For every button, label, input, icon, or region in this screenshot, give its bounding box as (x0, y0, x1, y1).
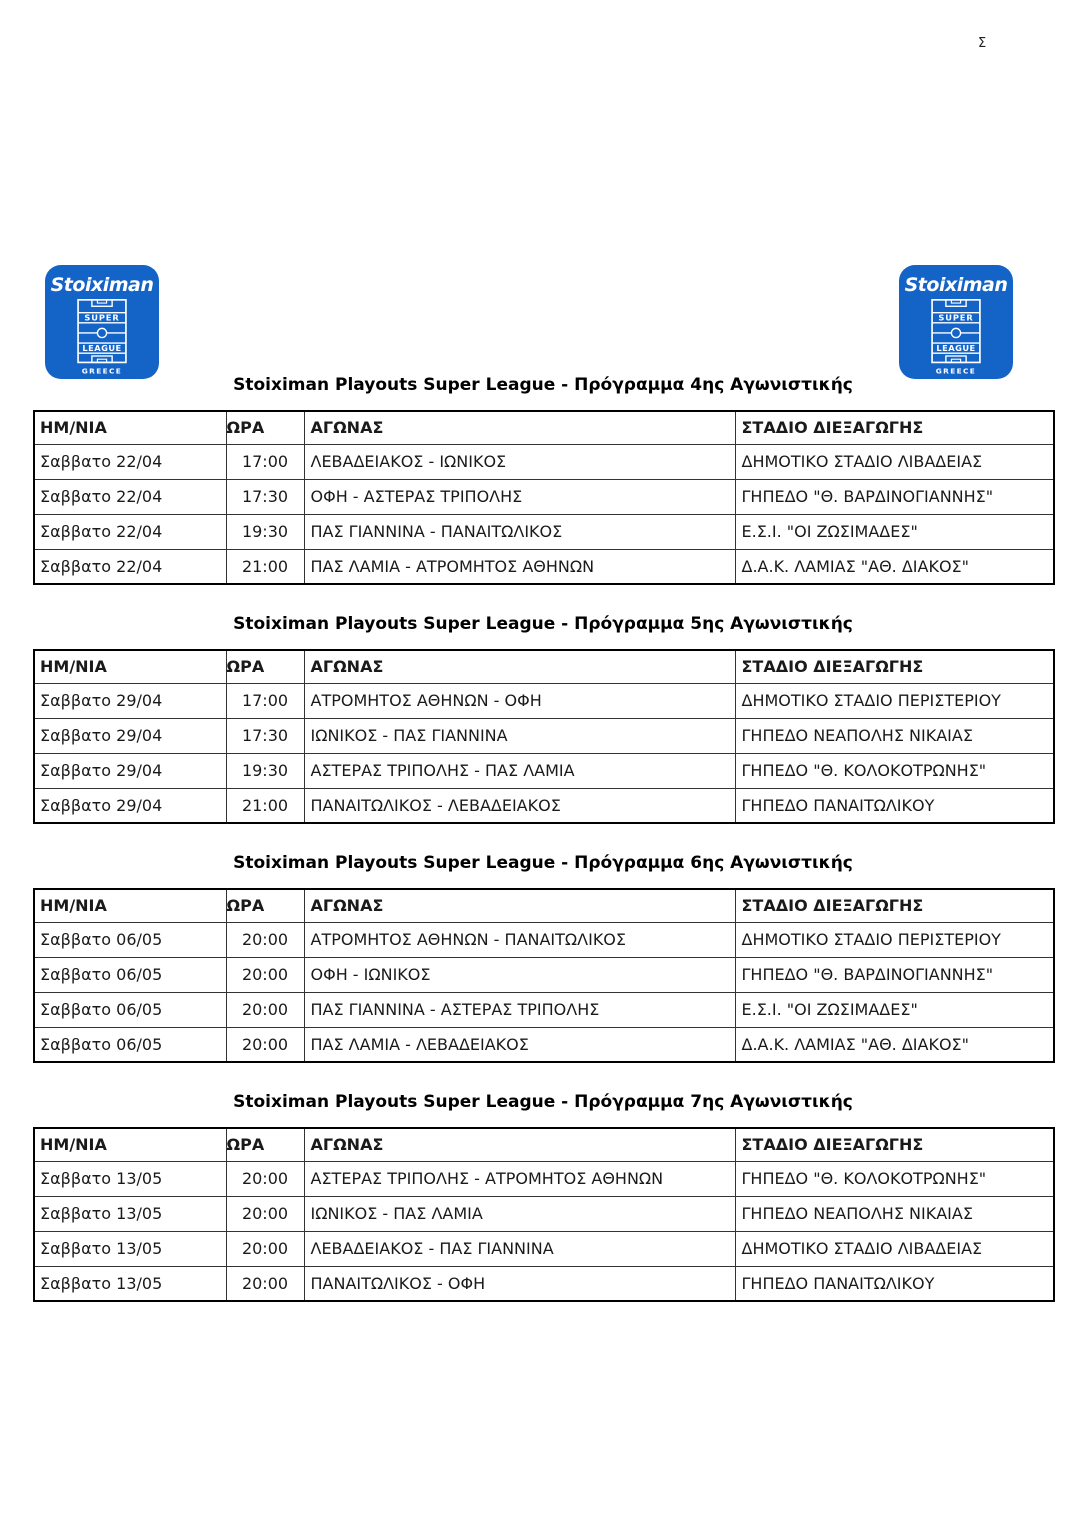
svg-text:SUPER: SUPER (84, 312, 120, 323)
stadium-cell: Ε.Σ.Ι. "ΟΙ ΖΩΣΙΜΑΔΕΣ" (735, 514, 1054, 549)
time-cell: 21:00 (226, 788, 304, 823)
time-cell: 17:30 (226, 718, 304, 753)
col-header-date: ΗΜ/ΝΙΑ (34, 650, 226, 683)
stadium-cell: ΔΗΜΟΤΙΚΟ ΣΤΑΔΙΟ ΛΙΒΑΔΕΙΑΣ (735, 444, 1054, 479)
date-cell: Σαββατο 13/05 (34, 1196, 226, 1231)
match-cell: ΠΑΣ ΓΙΑΝΝΙΝΑ - ΠΑΝΑΙΤΩΛΙΚΟΣ (304, 514, 735, 549)
time-cell: 17:00 (226, 444, 304, 479)
stoiximan-wordmark: Stoiximan (50, 274, 154, 296)
stoiximan-wordmark: Stoiximan (904, 274, 1008, 296)
stadium-cell: ΓΗΠΕΔΟ "Θ. ΒΑΡΔΙΝΟΓΙΑΝΝΗΣ" (735, 957, 1054, 992)
col-header-time: ΩΡΑ (226, 650, 304, 683)
col-header-match: ΑΓΩΝΑΣ (304, 411, 735, 444)
header-row (34, 889, 1054, 922)
date-cell: Σαββατο 13/05 (34, 1266, 226, 1301)
time-cell: 20:00 (226, 922, 304, 957)
stadium-cell: ΓΗΠΕΔΟ ΠΑΝΑΙΤΩΛΙΚΟΥ (735, 788, 1054, 823)
col-header-match: ΑΓΩΝΑΣ (304, 1128, 735, 1161)
super-league-crest-icon (71, 298, 133, 379)
svg-text:GREECE: GREECE (81, 366, 123, 376)
matchday-4-section (0, 375, 1086, 585)
col-header-stadium: ΣΤΑΔΙΟ ΔΙΕΞΑΓΩΓΗΣ (735, 650, 1054, 683)
stoiximan-logo-left (45, 265, 159, 379)
date-cell: Σαββατο 06/05 (34, 922, 226, 957)
match-cell: ΠΑΝΑΙΤΩΛΙΚΟΣ - ΛΕΒΑΔΕΙΑΚΟΣ (304, 788, 735, 823)
match-cell: ΙΩΝΙΚΟΣ - ΠΑΣ ΛΑΜΙΑ (304, 1196, 735, 1231)
match-row (34, 1266, 1054, 1301)
match-cell: ΟΦΗ - ΙΩΝΙΚΟΣ (304, 957, 735, 992)
match-cell: ΠΑΣ ΓΙΑΝΝΙΝΑ - ΑΣΤΕΡΑΣ ΤΡΙΠΟΛΗΣ (304, 992, 735, 1027)
schedule-table-matchday-6 (33, 888, 1055, 1063)
header-row (34, 650, 1054, 683)
match-cell: ΑΣΤΕΡΑΣ ΤΡΙΠΟΛΗΣ - ΠΑΣ ΛΑΜΙΑ (304, 753, 735, 788)
match-cell: ΠΑΝΑΙΤΩΛΙΚΟΣ - ΟΦΗ (304, 1266, 735, 1301)
section-title: Stoiximan Playouts Super League - Πρόγραμμα 5ης Αγωνιστικής (233, 614, 853, 634)
matchday-6-section (0, 853, 1086, 1063)
matchday-7-section (0, 1092, 1086, 1302)
date-cell: Σαββατο 06/05 (34, 1027, 226, 1062)
col-header-date: ΗΜ/ΝΙΑ (34, 411, 226, 444)
time-cell: 19:30 (226, 753, 304, 788)
svg-text:LEAGUE: LEAGUE (936, 342, 976, 353)
match-row (34, 479, 1054, 514)
matchday-5-section (0, 614, 1086, 824)
match-row (34, 992, 1054, 1027)
match-row (34, 1231, 1054, 1266)
match-cell: ΠΑΣ ΛΑΜΙΑ - ΛΕΒΑΔΕΙΑΚΟΣ (304, 1027, 735, 1062)
match-cell: ΑΤΡΟΜΗΤΟΣ ΑΘΗΝΩΝ - ΠΑΝΑΙΤΩΛΙΚΟΣ (304, 922, 735, 957)
col-header-stadium: ΣΤΑΔΙΟ ΔΙΕΞΑΓΩΓΗΣ (735, 411, 1054, 444)
stadium-cell: ΓΗΠΕΔΟ ΠΑΝΑΙΤΩΛΙΚΟΥ (735, 1266, 1054, 1301)
date-cell: Σαββατο 29/04 (34, 788, 226, 823)
time-cell: 20:00 (226, 1161, 304, 1196)
match-cell: ΠΑΣ ΛΑΜΙΑ - ΑΤΡΟΜΗΤΟΣ ΑΘΗΝΩΝ (304, 549, 735, 584)
svg-text:LEAGUE: LEAGUE (82, 342, 122, 353)
time-cell: 20:00 (226, 1231, 304, 1266)
match-row (34, 514, 1054, 549)
date-cell: Σαββατο 29/04 (34, 683, 226, 718)
date-cell: Σαββατο 22/04 (34, 549, 226, 584)
time-cell: 19:30 (226, 514, 304, 549)
match-row (34, 788, 1054, 823)
stadium-cell: Δ.Α.Κ. ΛΑΜΙΑΣ "ΑΘ. ΔΙΑΚΟΣ" (735, 1027, 1054, 1062)
header-row (34, 1128, 1054, 1161)
schedule-table-matchday-5 (33, 649, 1055, 824)
date-cell: Σαββατο 22/04 (34, 444, 226, 479)
match-cell: ΙΩΝΙΚΟΣ - ΠΑΣ ΓΙΑΝΝΙΝΑ (304, 718, 735, 753)
match-row (34, 1161, 1054, 1196)
time-cell: 20:00 (226, 1027, 304, 1062)
col-header-time: ΩΡΑ (226, 411, 304, 444)
date-cell: Σαββατο 22/04 (34, 514, 226, 549)
stadium-cell: ΔΗΜΟΤΙΚΟ ΣΤΑΔΙΟ ΠΕΡΙΣΤΕΡΙΟΥ (735, 922, 1054, 957)
col-header-date: ΗΜ/ΝΙΑ (34, 889, 226, 922)
col-header-match: ΑΓΩΝΑΣ (304, 650, 735, 683)
stadium-cell: ΔΗΜΟΤΙΚΟ ΣΤΑΔΙΟ ΛΙΒΑΔΕΙΑΣ (735, 1231, 1054, 1266)
match-row (34, 957, 1054, 992)
col-header-date: ΗΜ/ΝΙΑ (34, 1128, 226, 1161)
stadium-cell: ΓΗΠΕΔΟ ΝΕΑΠΟΛΗΣ ΝΙΚΑΙΑΣ (735, 1196, 1054, 1231)
svg-text:GREECE: GREECE (935, 366, 977, 376)
date-cell: Σαββατο 29/04 (34, 753, 226, 788)
match-cell: ΛΕΒΑΔΕΙΑΚΟΣ - ΠΑΣ ΓΙΑΝΝΙΝΑ (304, 1231, 735, 1266)
time-cell: 17:30 (226, 479, 304, 514)
date-cell: Σαββατο 29/04 (34, 718, 226, 753)
col-header-stadium: ΣΤΑΔΙΟ ΔΙΕΞΑΓΩΓΗΣ (735, 1128, 1054, 1161)
section-title: Stoiximan Playouts Super League - Πρόγραμμα 7ης Αγωνιστικής (233, 1092, 853, 1112)
match-row (34, 753, 1054, 788)
section-title: Stoiximan Playouts Super League - Πρόγραμμα 6ης Αγωνιστικής (233, 853, 853, 873)
schedule-table-matchday-7 (33, 1127, 1055, 1302)
svg-text:SUPER: SUPER (938, 312, 974, 323)
match-row (34, 1196, 1054, 1231)
stadium-cell: ΓΗΠΕΔΟ "Θ. ΚΟΛΟΚΟΤΡΩΝΗΣ" (735, 1161, 1054, 1196)
match-row (34, 683, 1054, 718)
date-cell: Σαββατο 13/05 (34, 1231, 226, 1266)
time-cell: 20:00 (226, 1196, 304, 1231)
col-header-stadium: ΣΤΑΔΙΟ ΔΙΕΞΑΓΩΓΗΣ (735, 889, 1054, 922)
super-league-crest-icon (925, 298, 987, 379)
match-cell: ΑΤΡΟΜΗΤΟΣ ΑΘΗΝΩΝ - ΟΦΗ (304, 683, 735, 718)
time-cell: 20:00 (226, 1266, 304, 1301)
match-row (34, 1027, 1054, 1062)
match-row (34, 444, 1054, 479)
stadium-cell: ΔΗΜΟΤΙΚΟ ΣΤΑΔΙΟ ΠΕΡΙΣΤΕΡΙΟΥ (735, 683, 1054, 718)
date-cell: Σαββατο 22/04 (34, 479, 226, 514)
date-cell: Σαββατο 13/05 (34, 1161, 226, 1196)
time-cell: 21:00 (226, 549, 304, 584)
stadium-cell: ΓΗΠΕΔΟ ΝΕΑΠΟΛΗΣ ΝΙΚΑΙΑΣ (735, 718, 1054, 753)
match-row (34, 549, 1054, 584)
col-header-match: ΑΓΩΝΑΣ (304, 889, 735, 922)
header-row (34, 411, 1054, 444)
corner-sigma-mark: Σ (978, 36, 987, 51)
col-header-time: ΩΡΑ (226, 889, 304, 922)
time-cell: 17:00 (226, 683, 304, 718)
date-cell: Σαββατο 06/05 (34, 992, 226, 1027)
match-cell: ΑΣΤΕΡΑΣ ΤΡΙΠΟΛΗΣ - ΑΤΡΟΜΗΤΟΣ ΑΘΗΝΩΝ (304, 1161, 735, 1196)
stadium-cell: Δ.Α.Κ. ΛΑΜΙΑΣ "ΑΘ. ΔΙΑΚΟΣ" (735, 549, 1054, 584)
date-cell: Σαββατο 06/05 (34, 957, 226, 992)
schedule-table-matchday-4 (33, 410, 1055, 585)
section-title: Stoiximan Playouts Super League - Πρόγραμμα 4ης Αγωνιστικής (233, 375, 853, 395)
match-cell: ΟΦΗ - ΑΣΤΕΡΑΣ ΤΡΙΠΟΛΗΣ (304, 479, 735, 514)
stoiximan-logo-right (899, 265, 1013, 379)
match-cell: ΛΕΒΑΔΕΙΑΚΟΣ - ΙΩΝΙΚΟΣ (304, 444, 735, 479)
match-row (34, 922, 1054, 957)
stadium-cell: Ε.Σ.Ι. "ΟΙ ΖΩΣΙΜΑΔΕΣ" (735, 992, 1054, 1027)
col-header-time: ΩΡΑ (226, 1128, 304, 1161)
stadium-cell: ΓΗΠΕΔΟ "Θ. ΒΑΡΔΙΝΟΓΙΑΝΝΗΣ" (735, 479, 1054, 514)
match-row (34, 718, 1054, 753)
time-cell: 20:00 (226, 992, 304, 1027)
time-cell: 20:00 (226, 957, 304, 992)
stadium-cell: ΓΗΠΕΔΟ "Θ. ΚΟΛΟΚΟΤΡΩΝΗΣ" (735, 753, 1054, 788)
